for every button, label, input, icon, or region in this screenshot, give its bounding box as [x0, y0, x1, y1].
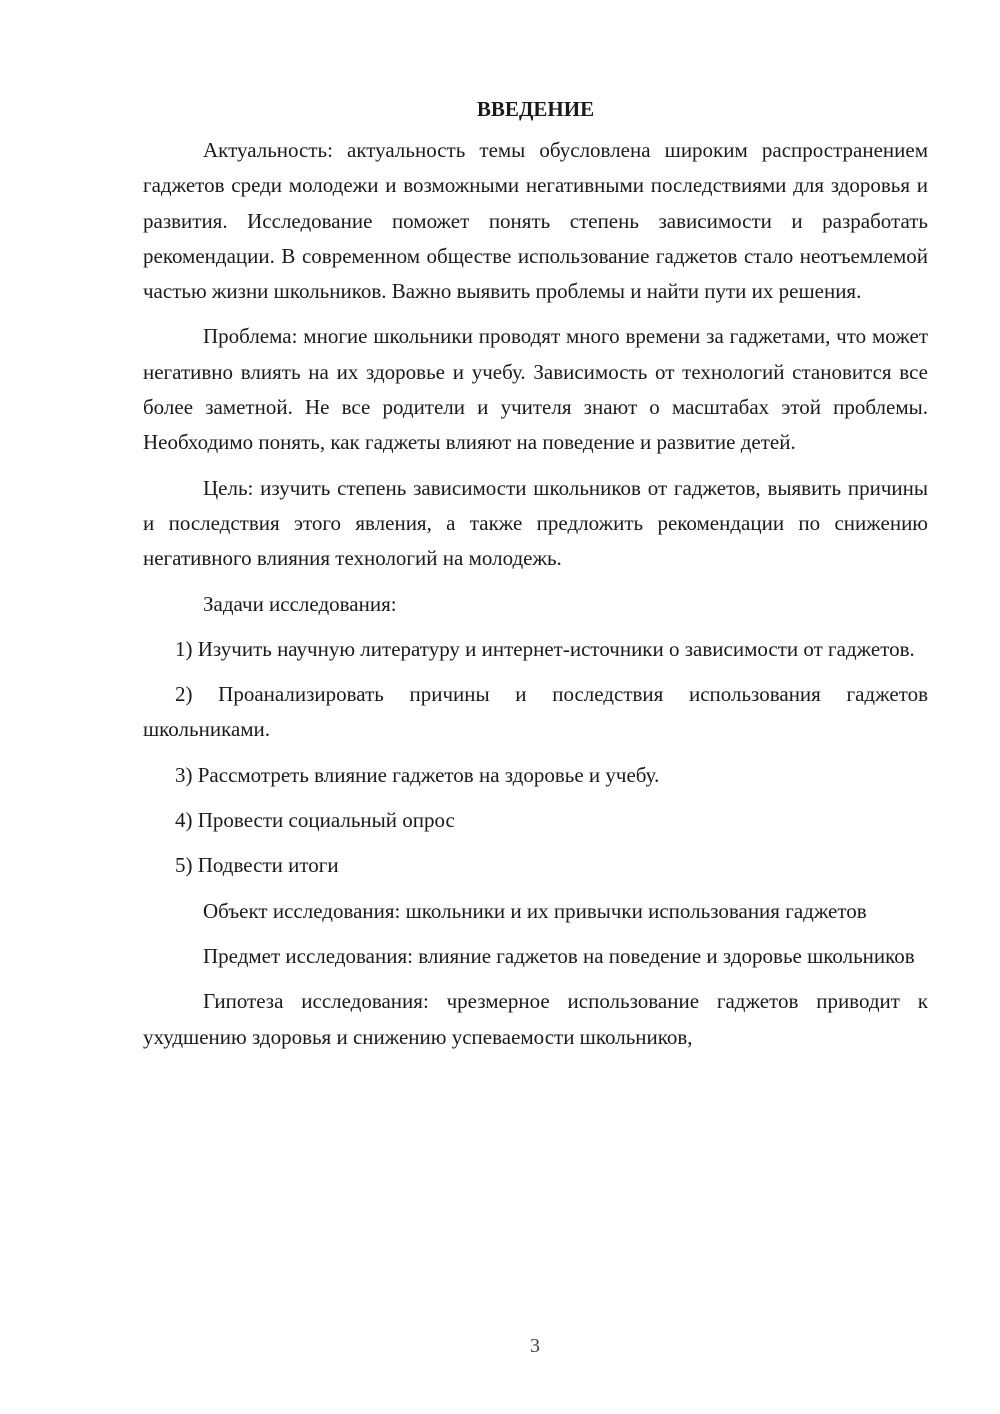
- task-item-4: 4) Провести социальный опрос: [175, 808, 455, 833]
- task-item-3: 3) Рассмотреть влияние гаджетов на здоровье и учебу.: [175, 762, 660, 787]
- tasks-heading: Задачи исследования:: [203, 591, 397, 616]
- document-page: [143, 92, 928, 1065]
- goal-paragraph: Цель: изучить степень зависимости школьников от гаджетов, выявить причины и последствия этого явления, а также предложить рекомендации по снижению негативного влияния технологий на молодежь.: [143, 475, 928, 571]
- object-paragraph: Объект исследования: школьники и их привычки использования гаджетов: [203, 898, 867, 923]
- relevance-paragraph: Актуальность: актуальность темы обусловлена широким распространением гаджетов среди молодежи и возможными негативными последствиями для здоровья и развития. Исследование поможет понять степень зависимости и разработать рекомендации. В современном обществе использование гаджетов стало неотъемлемой частью жизни школьников. Важно выявить проблемы и найти пути их решения.: [143, 138, 928, 304]
- section-title: ВВЕДЕНИЕ: [476, 97, 595, 121]
- task-item-1: 1) Изучить научную литературу и интернет-источники о зависимости от гаджетов.: [175, 636, 915, 661]
- hypothesis-paragraph: Гипотеза исследования: чрезмерное использование гаджетов приводит к ухудшению здоровья и снижению успеваемости школьников,: [143, 989, 928, 1049]
- task-item-5: 5) Подвести итоги: [175, 853, 339, 878]
- problem-paragraph: Проблема: многие школьники проводят много времени за гаджетами, что может негативно влиять на их здоровье и учебу. Зависимость от технологий становится все более заметной. Не все родители и учителя знают о масштабах этой проблемы. Необходимо понять, как гаджеты влияют на поведение и развитие детей.: [143, 324, 928, 455]
- task-item-2: 2) Проанализировать причины и последствия использования гаджетов школьниками.: [143, 682, 928, 742]
- page-number: 3: [530, 1335, 540, 1357]
- subject-paragraph: Предмет исследования: влияние гаджетов на поведение и здоровье школьников: [203, 943, 915, 968]
